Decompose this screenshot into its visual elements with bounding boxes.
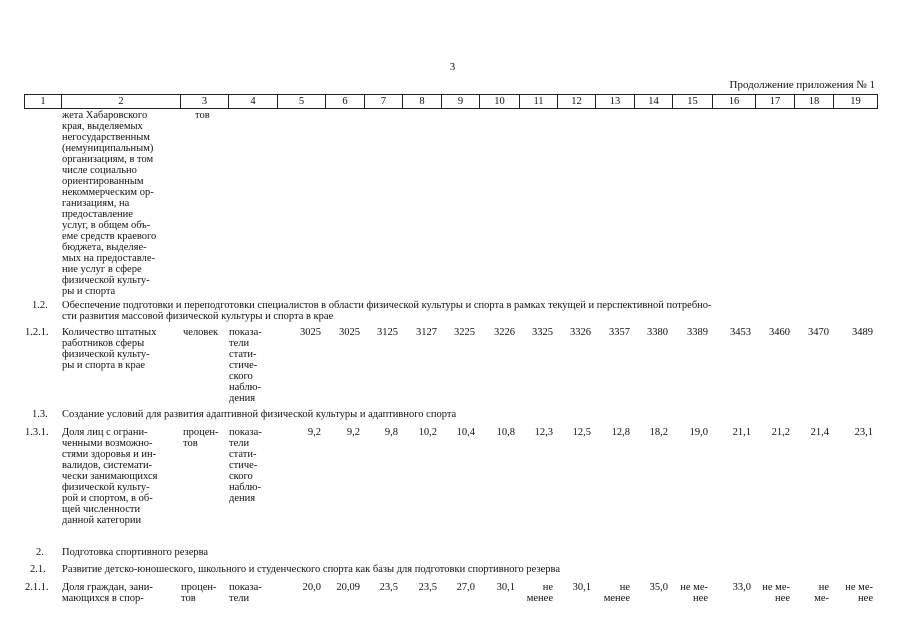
row-2-1-1-value-col-5: 20,0 (302, 582, 321, 593)
row0-name: жета Хабаровского края, выделяемых негосударственным (немуниципальным) организациям, в том числе социально ориентированным некоммерческим ор- ганизациям, на предоставление услуг, в общем объ- еме средств краевого бюджета, выделяе- мых на предоставле- ние услуг в сфере физической культу- ры и спорта (62, 110, 157, 297)
column-header-12: 12 (558, 95, 596, 109)
row-1-2-1-unit: человек (183, 327, 219, 338)
row-1-2-1-value-col-5: 3025 (300, 327, 321, 338)
row-1-3-1-value-col-19: 23,1 (854, 427, 873, 438)
row-2-1-1-value-col-10: 30,1 (496, 582, 515, 593)
row-1-2-1-value-col-17: 3460 (769, 327, 790, 338)
section-1-3-number: 1.3. (32, 409, 48, 420)
row-1-2-1-source: показа- тели стати- стиче- ского наблю- дения (229, 327, 262, 404)
row0-unit: тов (195, 110, 210, 121)
row-2-1-1-value-col-11: не менее (526, 582, 553, 604)
row-2-1-1-value-col-6: 20,09 (336, 582, 360, 593)
row-1-3-1-name: Доля лиц с ограни- ченными возможно- стями здоровья и ин- валидов, системати- чески занимающихся физической культу- рой и спортом, в об- щей численности данной категории (62, 427, 158, 526)
row-2-1-1-value-col-9: 27,0 (456, 582, 475, 593)
row-1-3-1-value-col-17: 21,2 (771, 427, 790, 438)
column-header-8: 8 (403, 95, 442, 109)
column-header-6: 6 (326, 95, 365, 109)
row-1-3-1-number: 1.3.1. (25, 427, 49, 438)
row-2-1-1-value-col-18: не ме- (814, 582, 829, 604)
column-header-1: 1 (25, 95, 62, 109)
row-1-3-1-value-col-7: 9,8 (384, 427, 398, 438)
column-header-11: 11 (520, 95, 558, 109)
section-2-1-title: Развитие детско-юношеского, школьного и студенческого спорта как базы для подготовки спортивного резерва (62, 564, 560, 575)
row-1-2-1-value-col-10: 3226 (494, 327, 515, 338)
row-1-2-1-value-col-16: 3453 (730, 327, 751, 338)
row-1-3-1-value-col-14: 18,2 (649, 427, 668, 438)
section-1-2-title: Обеспечение подготовки и переподготовки специалистов в области физической культуры и спорта в рамках текущей и перспективной потребно- сти развития массовой физической культуры и спорта в крае (62, 300, 712, 322)
row-1-2-1-value-col-15: 3389 (687, 327, 708, 338)
row-1-3-1-value-col-5: 9,2 (307, 427, 321, 438)
row-1-3-1-value-col-11: 12,3 (534, 427, 553, 438)
continuation-label: Продолжение приложения № 1 (729, 79, 875, 91)
section-2-number: 2. (36, 547, 44, 558)
row-2-1-1-unit: процен- тов (181, 582, 217, 604)
column-header-19: 19 (834, 95, 878, 109)
column-header-2: 2 (62, 95, 181, 109)
row-2-1-1-value-col-12: 30,1 (572, 582, 591, 593)
row-2-1-1-number: 2.1.1. (25, 582, 49, 593)
row-1-2-1-value-col-7: 3125 (377, 327, 398, 338)
row-1-3-1-value-col-8: 10,2 (418, 427, 437, 438)
row-1-3-1-value-col-13: 12,8 (611, 427, 630, 438)
column-header-18: 18 (795, 95, 834, 109)
column-header-14: 14 (635, 95, 673, 109)
row-1-2-1-value-col-9: 3225 (454, 327, 475, 338)
column-header-4: 4 (229, 95, 278, 109)
row-2-1-1-value-col-15: не ме- нее (680, 582, 708, 604)
column-header-15: 15 (673, 95, 713, 109)
row-1-2-1-value-col-19: 3489 (852, 327, 873, 338)
row-1-3-1-value-col-15: 19,0 (689, 427, 708, 438)
row-1-2-1-number: 1.2.1. (25, 327, 49, 338)
row-2-1-1-value-col-13: не менее (603, 582, 630, 604)
row-1-3-1-value-col-18: 21,4 (810, 427, 829, 438)
column-header-row (24, 94, 878, 109)
row-1-3-1-source: показа- тели стати- стиче- ского наблю- дения (229, 427, 262, 504)
page-number: 3 (449, 61, 456, 73)
row-1-2-1-value-col-18: 3470 (808, 327, 829, 338)
column-header-17: 17 (756, 95, 795, 109)
section-2-title: Подготовка спортивного резерва (62, 547, 209, 558)
row-1-2-1-value-col-13: 3357 (609, 327, 630, 338)
row-2-1-1-value-col-16: 33,0 (732, 582, 751, 593)
column-header-9: 9 (442, 95, 480, 109)
row-2-1-1-name: Доля граждан, зани- мающихся в спор- (62, 582, 153, 604)
row-1-3-1-value-col-9: 10,4 (456, 427, 475, 438)
row-2-1-1-source: показа- тели (229, 582, 262, 604)
row-2-1-1-value-col-8: 23,5 (418, 582, 437, 593)
row-1-3-1-value-col-12: 12,5 (572, 427, 591, 438)
row-1-3-1-value-col-10: 10,8 (496, 427, 515, 438)
section-1-3-title: Создание условий для развития адаптивной физической культуры и адаптивного спорта (62, 409, 457, 420)
row-2-1-1-value-col-14: 35,0 (649, 582, 668, 593)
section-2-1-number: 2.1. (30, 564, 46, 575)
column-header-13: 13 (596, 95, 635, 109)
column-header-7: 7 (365, 95, 403, 109)
column-header-5: 5 (278, 95, 326, 109)
row-1-3-1-unit: процен- тов (183, 427, 219, 449)
row-1-2-1-value-col-11: 3325 (532, 327, 553, 338)
row-1-2-1-value-col-14: 3380 (647, 327, 668, 338)
row-1-2-1-value-col-6: 3025 (339, 327, 360, 338)
row-2-1-1-value-col-19: не ме- нее (845, 582, 873, 604)
row-1-3-1-value-col-6: 9,2 (346, 427, 360, 438)
row-1-2-1-name: Количество штатных работников сферы физической культу- ры и спорта в крае (62, 327, 157, 371)
row-1-3-1-value-col-16: 21,1 (732, 427, 751, 438)
section-1-2-number: 1.2. (32, 300, 48, 311)
column-header-3: 3 (181, 95, 229, 109)
row-1-2-1-value-col-12: 3326 (570, 327, 591, 338)
row-2-1-1-value-col-7: 23,5 (379, 582, 398, 593)
column-header-10: 10 (480, 95, 520, 109)
row-2-1-1-value-col-17: не ме- нее (762, 582, 790, 604)
column-header-16: 16 (713, 95, 756, 109)
row-1-2-1-value-col-8: 3127 (416, 327, 437, 338)
